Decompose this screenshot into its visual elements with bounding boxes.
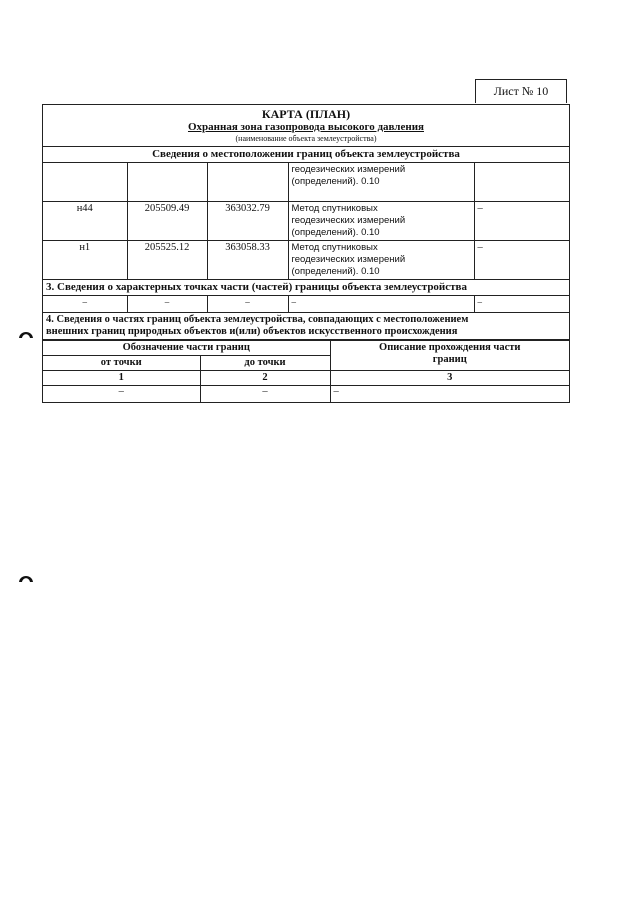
- document-title: КАРТА (ПЛАН): [261, 107, 351, 121]
- col-desc-header: [330, 341, 569, 371]
- method-line: (определений). 0.10: [291, 266, 380, 277]
- section-location-title: Сведения о местоположении границ объекта землеустройства: [43, 147, 569, 163]
- method-line: Метод спутниковых: [291, 242, 378, 253]
- point-name: н1: [43, 241, 127, 280]
- table-cell: –: [474, 296, 569, 313]
- point-y: [207, 163, 288, 202]
- section3-title: 3. Сведения о характерных точках части (частей) границы объекта землеустройства: [43, 280, 569, 296]
- point-extra: –: [474, 202, 569, 241]
- table-row: [43, 386, 569, 403]
- method-line: геодезических измерений: [291, 254, 406, 265]
- table-cell: –: [330, 386, 569, 403]
- object-name-caption: (наименование объекта землеустройства): [235, 134, 377, 143]
- table-cell: –: [43, 296, 127, 313]
- point-x: 205525.12: [127, 241, 207, 280]
- table-row: [43, 163, 569, 202]
- col-number: 2: [200, 371, 330, 386]
- sheet-number: Лист № 10: [475, 79, 567, 103]
- section4-title-line: внешних границ природных объектов и(или) объектов искусственного происхождения: [46, 326, 458, 337]
- point-y: 363058.33: [207, 241, 288, 280]
- point-method: [288, 202, 474, 241]
- point-method: [288, 241, 474, 280]
- table-row: [43, 241, 569, 280]
- table-cell: –: [288, 296, 474, 313]
- point-method: [288, 163, 474, 202]
- point-name: н44: [43, 202, 127, 241]
- section4-table: [43, 340, 569, 402]
- col-to-header: до точки: [200, 356, 330, 371]
- point-y: 363032.79: [207, 202, 288, 241]
- table-row: [43, 202, 569, 241]
- col-group-header: Обозначение части границ: [43, 341, 330, 356]
- section4-title: [43, 313, 569, 340]
- binding-hole-icon: [18, 325, 34, 341]
- table-header-row: [43, 341, 569, 356]
- table-number-row: [43, 371, 569, 386]
- method-line: (определений). 0.10: [291, 176, 380, 187]
- point-x: [127, 163, 207, 202]
- col-desc-line: границ: [432, 354, 467, 365]
- binding-hole-icon: [18, 569, 34, 585]
- point-name: [43, 163, 127, 202]
- section3-table: [43, 296, 569, 313]
- table-cell: –: [43, 386, 200, 403]
- method-line: Метод спутниковых: [291, 203, 378, 214]
- points-table: [43, 163, 569, 280]
- document-header: [43, 105, 569, 147]
- point-x: 205509.49: [127, 202, 207, 241]
- col-number: 3: [330, 371, 569, 386]
- table-cell: –: [207, 296, 288, 313]
- method-line: геодезических измерений: [291, 164, 406, 175]
- point-extra: [474, 163, 569, 202]
- section4-title-line: 4. Сведения о частях границ объекта землеустройства, совпадающих с местоположением: [46, 314, 469, 325]
- table-cell: –: [200, 386, 330, 403]
- table-row: [43, 296, 569, 313]
- col-number: 1: [43, 371, 200, 386]
- point-extra: –: [474, 241, 569, 280]
- col-from-header: от точки: [43, 356, 200, 371]
- col-desc-line: Описание прохождения части: [379, 342, 521, 353]
- method-line: геодезических измерений: [291, 215, 406, 226]
- table-cell: –: [127, 296, 207, 313]
- object-name: Охранная зона газопровода высокого давления: [187, 121, 424, 133]
- document-form: [42, 104, 570, 403]
- method-line: (определений). 0.10: [291, 227, 380, 238]
